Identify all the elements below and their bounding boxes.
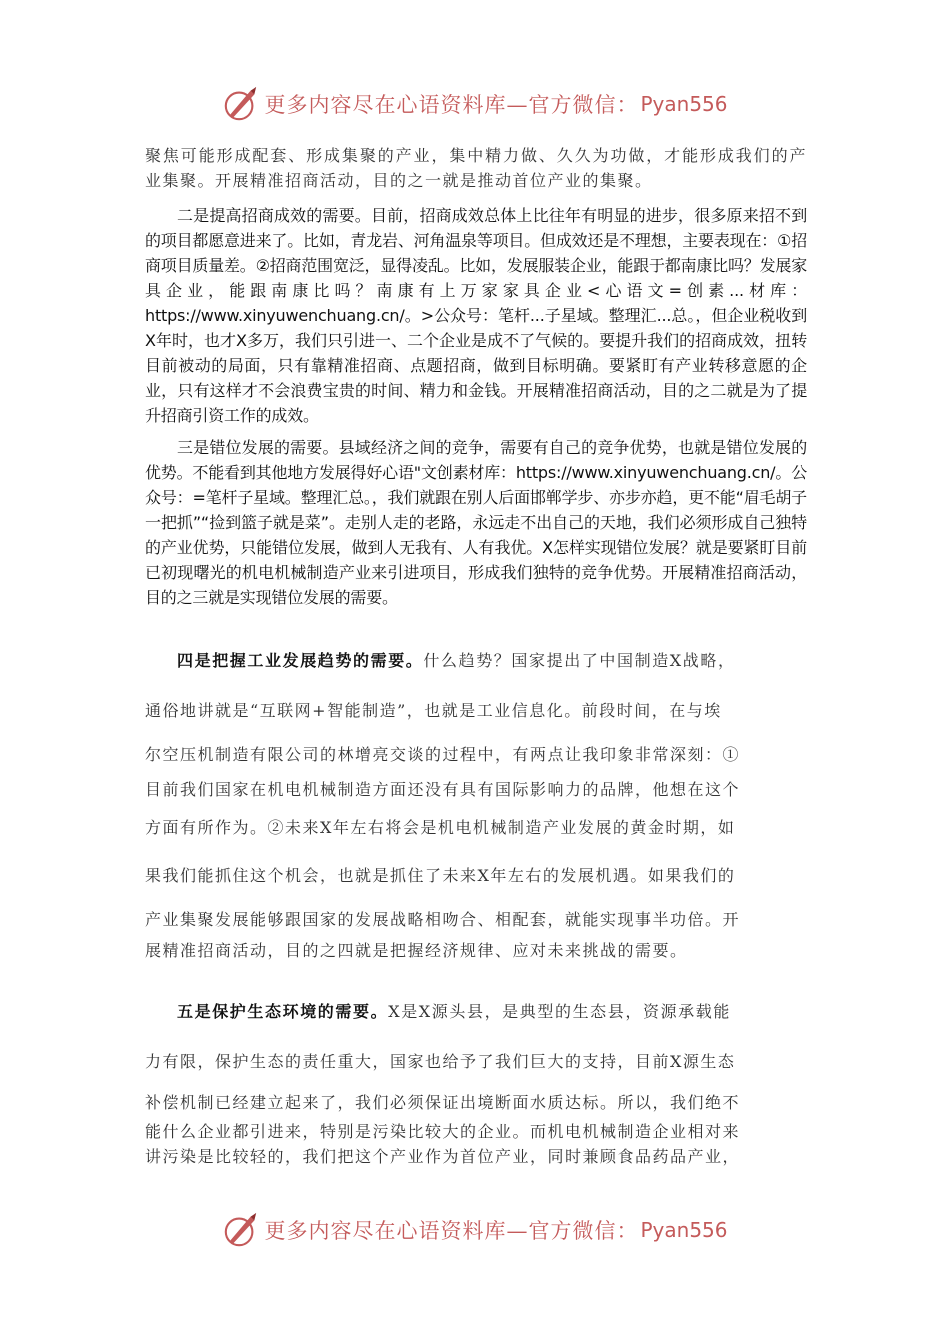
footer-watermark-banner [0,1208,950,1252]
paragraph-1: 聚焦可能形成配套、形成集聚的产业，集中精力做、久久为功做，才能形成我们的产业集聚。开展精准招商活动，目的之一就是推动首位产业的集聚。 [145,146,807,190]
document-body [145,143,807,1169]
paragraph-5-heading: 五是保护生态环境的需要。 [177,1002,389,1021]
paragraph-2: 二是提高招商成效的需要。目前，招商成效总体上比往年有明显的进步，很多原来招不到的项目都愿意进来了。比如，青龙岩、河角温泉等项目。但成效还是不理想，主要表现在：①招商项目质量差。②招商范围宽泛，显得凌乱。比如，发展服装企业，能跟于都南康比吗？发展家具企业，能跟南康比吗？南康有上万家家具企业<心语文=创素...材库：https://www.xinyuwenchuang.cn/。>公众号：笔杆...子星域。整理汇...总。，但企业税收到X年时，也才X多万，我们只引进一、二个企业是成不了气候的。要提升我们的招商成效，扭转目前被动的局面，只有靠精准招商、点题招商，做到目标明确。要紧盯有产业转移意愿的企业，只有这样才不会浪费宝贵的时间、精力和金钱。开展精准招商活动，目的之二就是为了提升招商引资工作的成效。 [145,206,807,425]
paragraph-5: 五是保护生态环境的需要。X是X源头县，是典型的生态县，资源承载能 力有限，保护生态的责任重大，国家也给予了我们巨大的支持，目前X源生态 补偿机制已经建立起来了，我们必须保证出境断面水质达标。所以，我们绝不 能什么企业都引进来，特别是污染比较大的企业。而机电机械制造企业相对来 讲污染是比较轻的，我们把这个产业作为首位产业，同时兼顾食品药品产业， [145,1002,741,1166]
paragraph-3: 三是错位发展的需要。县域经济之间的竞争，需要有自己的竞争优势，也就是错位发展的优势。不能看到其他地方发展得好心语"文创素材库：https://www.xinyuwenchuang.cn/。公众号：=笔杆子星域。整理汇总。，我们就跟在别人后面邯郸学步、亦步亦趋，更不能“眉毛胡子一把抓”“捡到篮子就是菜”。走别人走的老路，永远走不出自己的天地，我们必须形成自己独特的产业优势，只能错位发展，做到人无我有、人有我优。X怎样实现错位发展？就是要紧盯目前已初现曙光的机电机械制造产业来引进项目，形成我们独特的竞争优势。开展精准招商活动，目的之三就是实现错位发展的需要。 [145,438,807,607]
banner-wechat-id: Pyan556 [640,92,728,116]
banner-text: 更多内容尽在心语资料库—官方微信： [264,93,639,117]
banner-wechat-id: Pyan556 [640,1218,728,1242]
quill-logo-icon [222,85,260,123]
header-watermark-banner [0,82,950,126]
paragraph-4-heading: 四是把握工业发展趋势的需要。 [177,651,424,670]
paragraph-4: 四是把握工业发展趋势的需要。什么趋势？国家提出了中国制造X战略， 通俗地讲就是“互联网+智能制造”，也就是工业信息化。前段时间，在与埃 尔空压机制造有限公司的林增亮交谈的过程中，有两点让我印象非常深刻：① 目前我们国家在机电机械制造方面还没有具有国际影响力的品牌，他想在这个 方面有所作为。②未来X年左右将会是机电机械制造产业发展的黄金时期，如 果我们能抓住这个机会，也就是抓住了未来X年左右的发展机遇。如果我们的 产业集聚发展能够跟国家的发展战略相吻合、相配套，就能实现事半功倍。开 展精准招商活动，目的之四就是把握经济规律、应对未来挑战的需要。 [145,651,741,960]
banner-text: 更多内容尽在心语资料库—官方微信： [264,1219,639,1243]
quill-logo-icon [222,1211,260,1249]
